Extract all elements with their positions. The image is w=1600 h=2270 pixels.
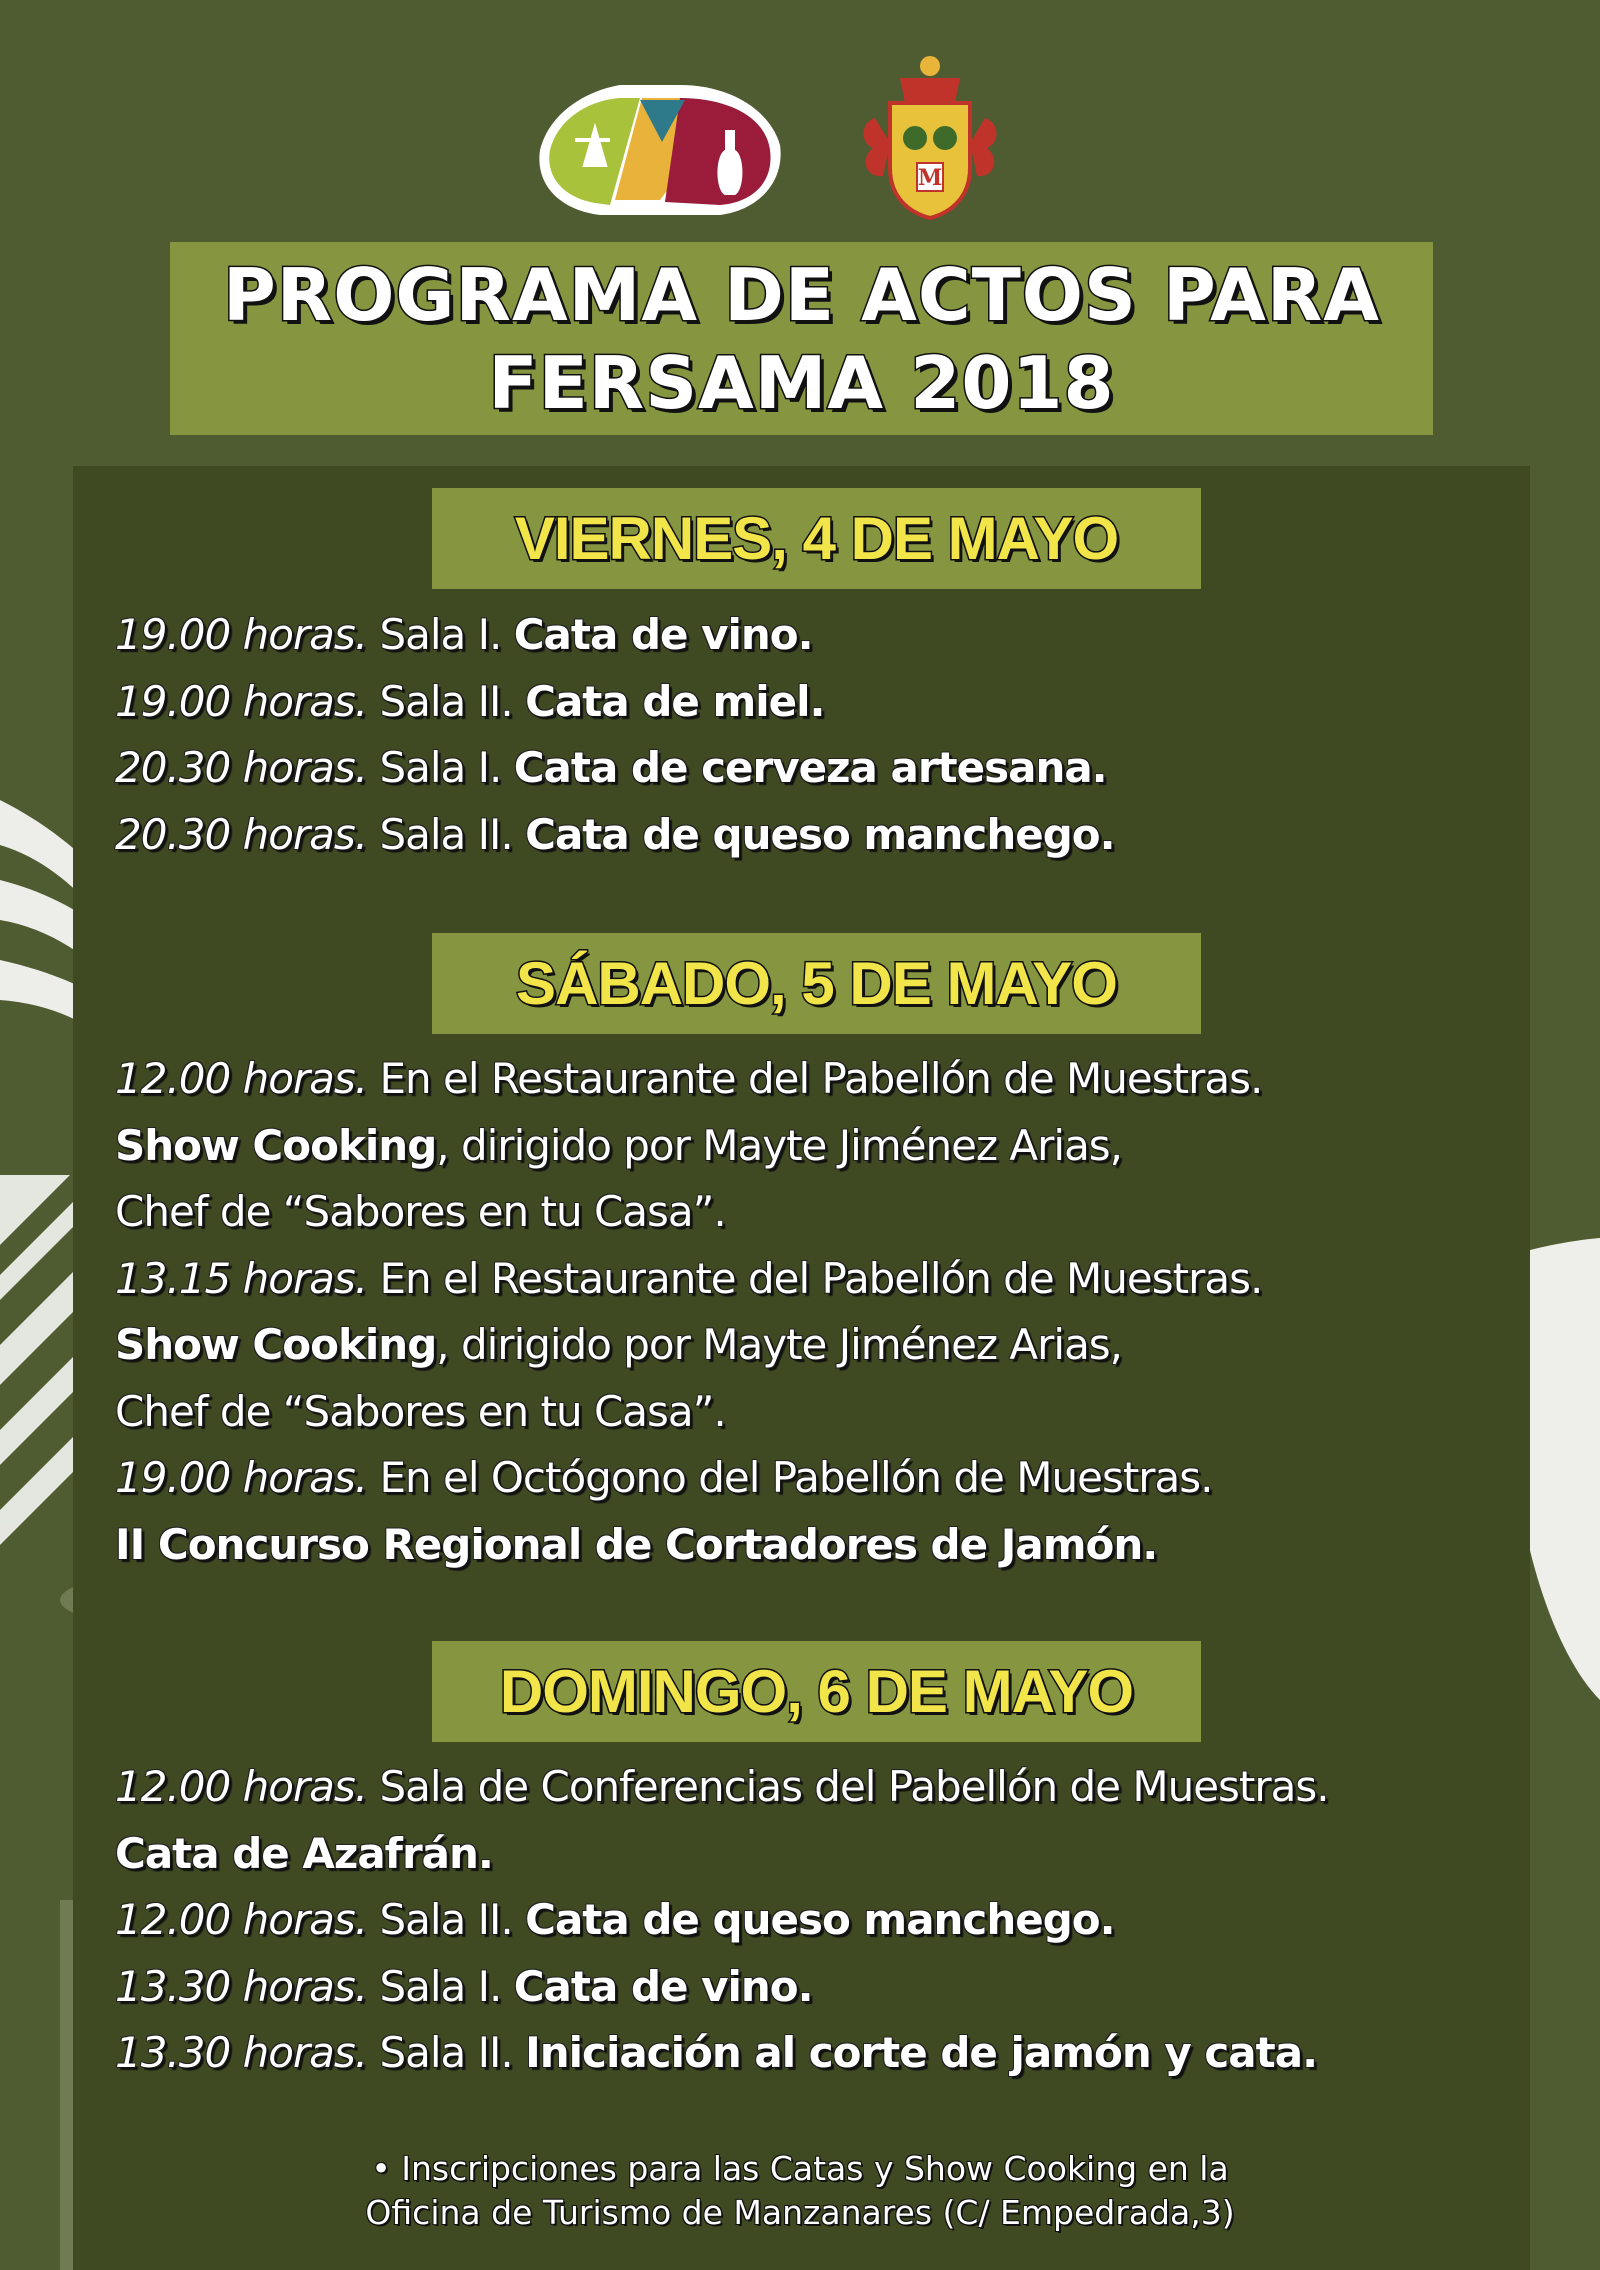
event-line: Cata de Azafrán. [115, 1828, 493, 1878]
events-sabado [115, 1046, 1495, 1578]
events-viernes [115, 602, 1495, 868]
footer-line1: • Inscripciones para las Catas y Show Cooking en la [371, 2149, 1229, 2188]
event-line: 19.00 horas. Sala II. Cata de miel. [115, 676, 825, 726]
event-line: 19.00 horas. Sala I. Cata de vino. [115, 610, 813, 659]
events-domingo [115, 1754, 1495, 2087]
event-line: II Concurso Regional de Cortadores de Jamón. [115, 1519, 1158, 1569]
footer-line2: Oficina de Turismo de Manzanares (C/ Empedrada,3) [365, 2193, 1235, 2232]
day-banner-viernes [432, 488, 1201, 589]
day-heading: VIERNES, 4 DE MAYO [514, 505, 1119, 572]
event-line: Chef de “Sabores en tu Casa”. [115, 1386, 726, 1436]
day-heading: DOMINGO, 6 DE MAYO [499, 1658, 1134, 1725]
event-line: 20.30 horas. Sala II. Cata de queso manchego. [115, 809, 1115, 859]
day-heading: SÁBADO, 5 DE MAYO [516, 950, 1117, 1017]
day-banner-sabado [432, 933, 1201, 1034]
coat-of-arms-icon [855, 48, 1005, 228]
page-title-line2: FERSAMA 2018 [488, 340, 1115, 425]
day-banner-domingo [432, 1641, 1201, 1742]
event-line: 12.00 horas. Sala de Conferencias del Pabellón de Muestras. [115, 1762, 1329, 1811]
coat-of-arms-letter: M [917, 165, 943, 191]
title-banner [170, 242, 1433, 435]
event-line: 19.00 horas. En el Octógono del Pabellón de Muestras. [115, 1453, 1213, 1502]
event-line: Chef de “Sabores en tu Casa”. [115, 1187, 726, 1236]
event-line: 13.30 horas. Sala I. Cata de vino. [115, 1961, 813, 2011]
event-line: 12.00 horas. Sala II. Cata de queso manchego. [115, 1895, 1115, 1944]
event-line: 13.15 horas. En el Restaurante del Pabellón de Muestras. [115, 1253, 1263, 1303]
footer-note [300, 2147, 1300, 2235]
fersama-logo-icon [530, 70, 790, 220]
event-line: Show Cooking, dirigido por Mayte Jiménez Arias, [115, 1120, 1123, 1170]
event-line: Show Cooking, dirigido por Mayte Jiménez Arias, [115, 1320, 1123, 1369]
page-title-line1: PROGRAMA DE ACTOS PARA [223, 252, 1380, 337]
event-line: 13.30 horas. Sala II. Iniciación al corte de jamón y cata. [115, 2028, 1318, 2077]
event-line: 12.00 horas. En el Restaurante del Pabellón de Muestras. [115, 1054, 1263, 1103]
event-line: 20.30 horas. Sala I. Cata de cerveza artesana. [115, 743, 1107, 792]
